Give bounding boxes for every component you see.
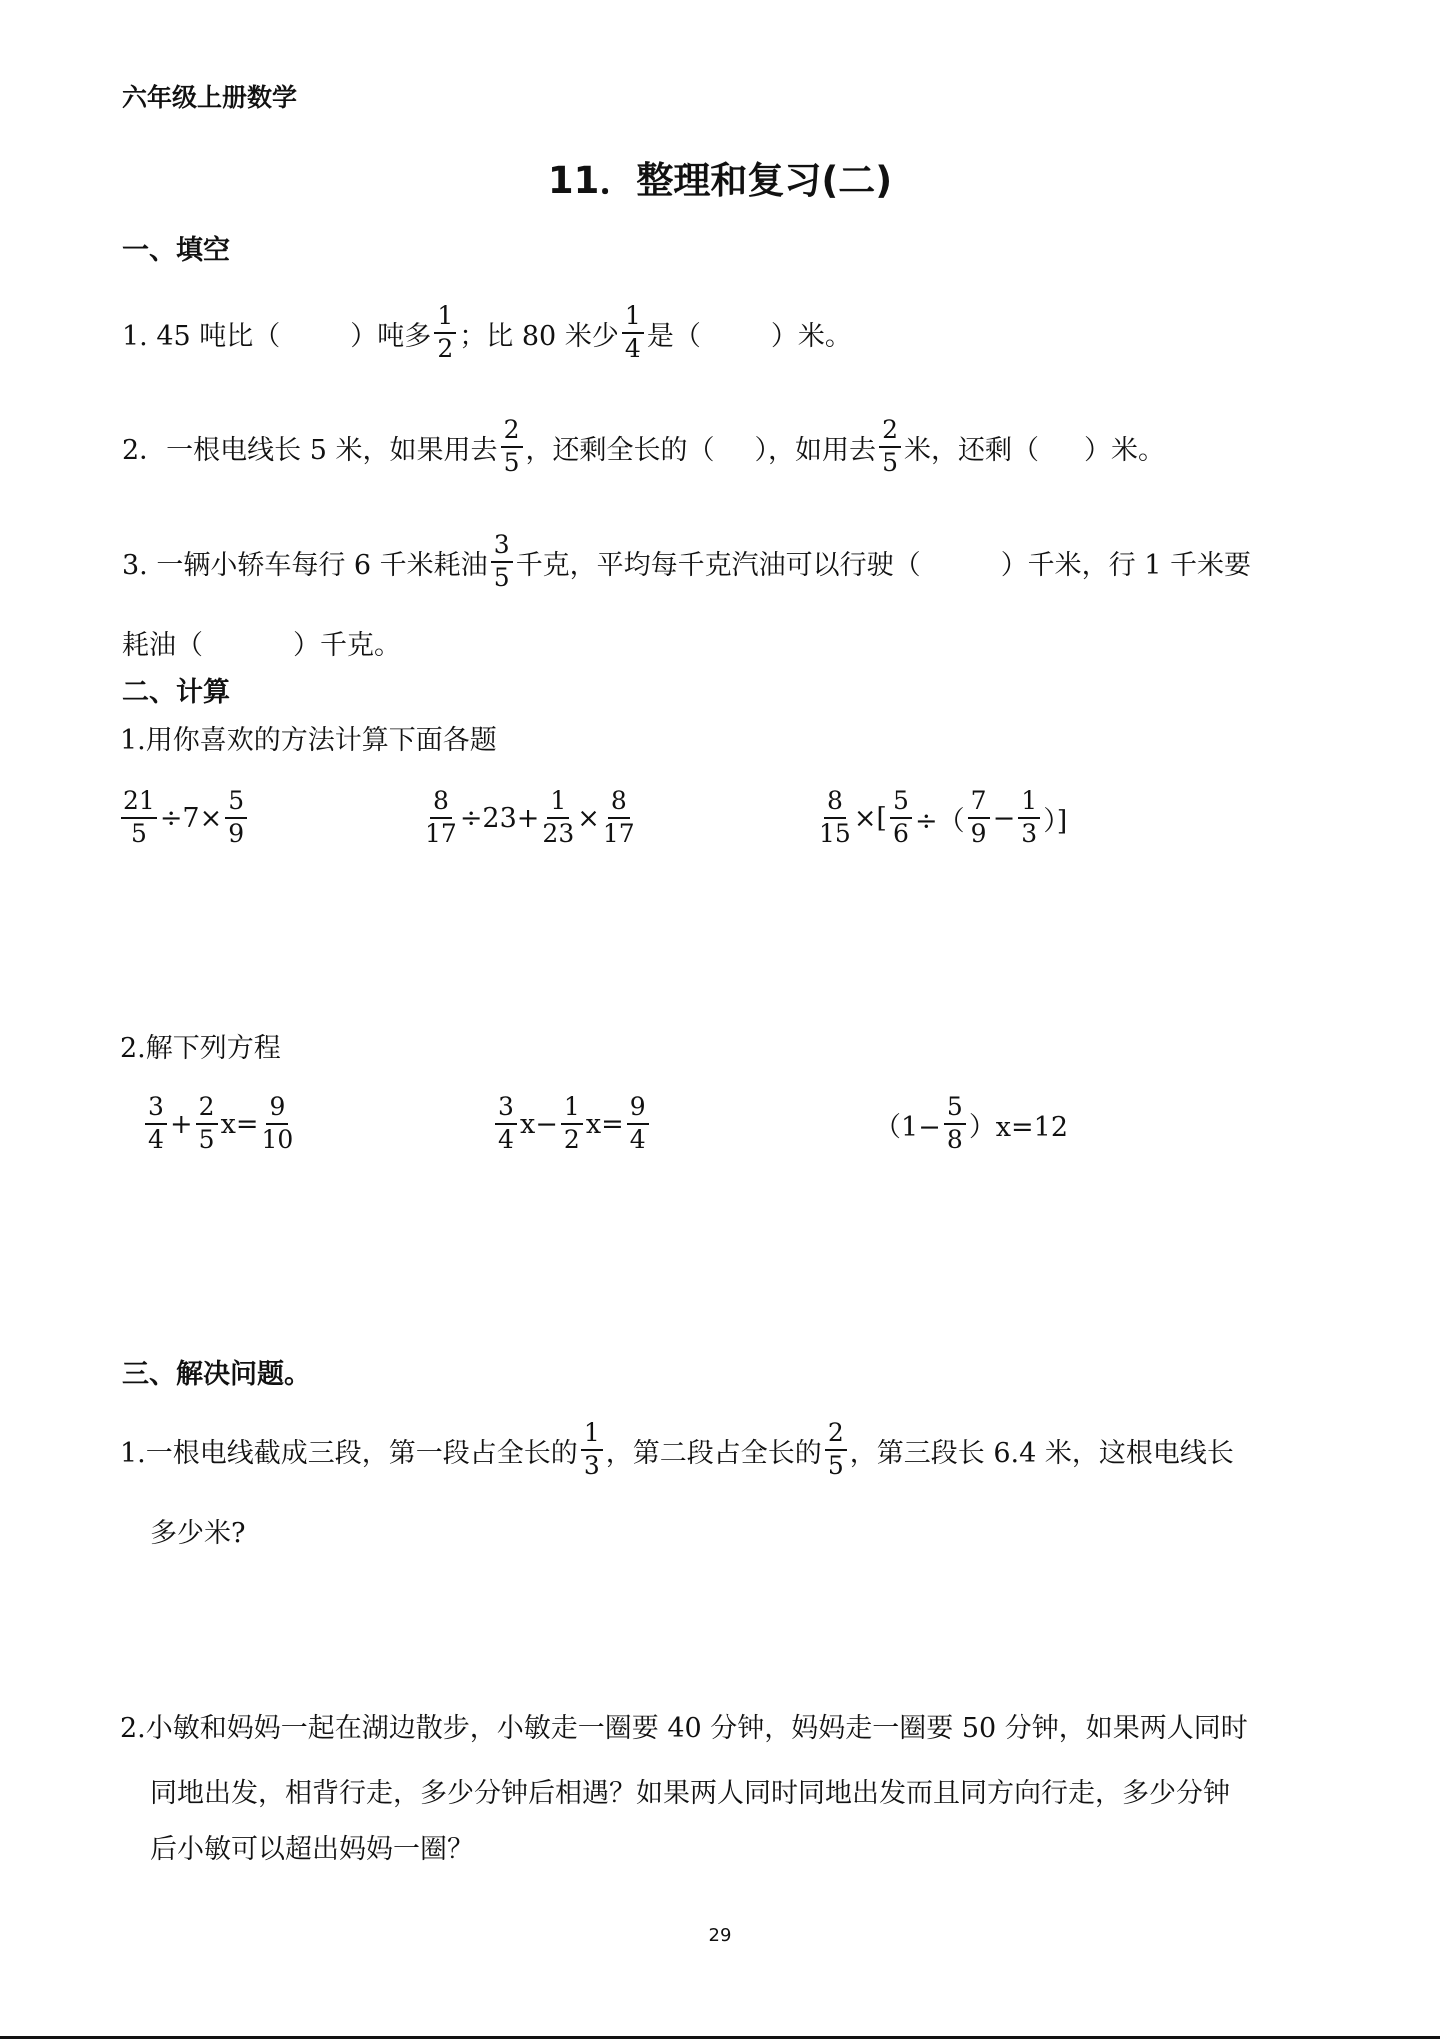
- eq3-fraction: $\frac{5}{8}$: [944, 1093, 966, 1155]
- calc3-operator-4: ）]: [1043, 805, 1068, 837]
- q2-text-a: 2．一根电线长 5 米，如果用去: [122, 434, 498, 466]
- equation-2: [492, 1084, 652, 1164]
- calc1-operator: ÷7×: [159, 802, 223, 834]
- q1-text-e: ）米。: [770, 320, 852, 352]
- p1-fraction-1: $\frac{1}{3}$: [581, 1419, 603, 1481]
- eq1-operator-2: x=: [220, 1108, 259, 1140]
- calc2-operator-2: ×: [577, 802, 600, 834]
- q2-text-d: 米，还剩（: [904, 434, 1040, 466]
- calc-expression-2: [422, 778, 638, 858]
- q2-fraction-2: $\frac{2}{5}$: [879, 416, 901, 478]
- q2-text-b: ，还剩全长的（: [525, 434, 715, 466]
- eq2-fraction-1: $\frac{3}{4}$: [495, 1093, 517, 1155]
- section-2-heading: 二、计算: [122, 677, 230, 708]
- q3-line2-b: ）千克。: [293, 629, 401, 661]
- calc2-fraction-1: $\frac{8}{17}$: [425, 786, 457, 848]
- q2-text-e: ）米。: [1084, 434, 1166, 466]
- eq1-fraction-2: $\frac{2}{5}$: [196, 1093, 218, 1155]
- calc2-fraction-3: $\frac{8}{17}$: [602, 786, 635, 848]
- calc1-fraction-1: $\frac{21}{5}$: [123, 786, 155, 848]
- page-title: 11．整理和复习(二): [547, 159, 893, 202]
- section-3-heading: 三、解决问题。: [122, 1359, 311, 1390]
- eq1-fraction-3: $\frac{9}{10}$: [261, 1092, 294, 1154]
- q3-text-a: 3. 一辆小轿车每行 6 千米耗油: [122, 549, 488, 581]
- calc3-fraction-2: $\frac{5}{6}$: [890, 787, 912, 849]
- calc2-operator-1: ÷23+: [459, 802, 540, 834]
- fill-question-3: [122, 527, 1251, 597]
- eq2-fraction-3: $\frac{9}{4}$: [627, 1093, 649, 1155]
- calc2-fraction-2: $\frac{1}{23}$: [542, 786, 575, 848]
- q3-text-c: ）千米，行 1 千米要: [1000, 549, 1252, 581]
- q1-text-b: ）吨多: [350, 320, 432, 352]
- q1-text-a: 1. 45 吨比（: [122, 320, 281, 352]
- eq1-fraction-1: $\frac{3}{4}$: [145, 1093, 167, 1155]
- calc3-operator-1: ×[: [853, 802, 887, 834]
- calc-expression-1: [118, 778, 250, 858]
- q1-fraction-1: $\frac{1}{2}$: [434, 302, 456, 364]
- problem-1-line2: 多少米?: [150, 1517, 246, 1549]
- calc3-operator-2: ÷（: [914, 805, 965, 837]
- section-1-heading: 一、填空: [122, 235, 230, 266]
- q1-text-c: ；比 80 米少: [459, 320, 619, 352]
- calc3-fraction-4: $\frac{1}{3}$: [1018, 787, 1040, 849]
- calc1-fraction-2: $\frac{5}{9}$: [225, 787, 247, 849]
- eq1-operator-1: +: [170, 1108, 193, 1140]
- equation-3: [874, 1084, 1068, 1164]
- bottom-border: [0, 2036, 1440, 2039]
- q1-fraction-2: $\frac{1}{4}$: [622, 302, 644, 364]
- q3-fraction: $\frac{3}{5}$: [491, 531, 513, 593]
- eq3-text-a: （1−: [874, 1111, 941, 1143]
- fill-question-1: [122, 298, 852, 368]
- equation-instruction: 2.解下列方程: [120, 1032, 281, 1064]
- q3-line2-a: 耗油（: [122, 629, 203, 661]
- problem-2-line2: 同地出发，相背行走，多少分钟后相遇？如果两人同时同地出发而且同方向行走，多少分钟: [150, 1777, 1230, 1809]
- eq2-operator-2: x=: [585, 1108, 624, 1140]
- calc-expression-3: [816, 778, 1067, 858]
- q2-text-c: ），如用去: [754, 434, 877, 466]
- eq3-text-b: ）x=12: [968, 1111, 1069, 1143]
- p1-text-a: 1.一根电线截成三段，第一段占全长的: [120, 1437, 578, 1469]
- p1-fraction-2: $\frac{2}{5}$: [825, 1419, 847, 1481]
- eq2-fraction-2: $\frac{1}{2}$: [561, 1093, 583, 1155]
- calc3-fraction-1: $\frac{8}{15}$: [819, 786, 851, 848]
- q3-text-b: 千克，平均每千克汽油可以行驶（: [515, 549, 921, 581]
- problem-2-line3: 后小敏可以超出妈妈一圈？: [150, 1833, 474, 1865]
- problem-1: [120, 1415, 1234, 1485]
- calc3-operator-3: −: [992, 802, 1016, 834]
- grade-header: 六年级上册数学: [122, 83, 298, 112]
- calc3-fraction-3: $\frac{7}{9}$: [968, 787, 990, 849]
- problem-2-line1: 2.小敏和妈妈一起在湖边散步，小敏走一圈要 40 分钟，妈妈走一圈要 50 分钟，如果两人同时: [120, 1712, 1248, 1744]
- q2-fraction-1: $\frac{2}{5}$: [501, 416, 523, 478]
- q1-text-d: 是（: [646, 320, 701, 352]
- p1-text-b: ，第二段占全长的: [605, 1437, 822, 1469]
- page-number: 29: [708, 1925, 732, 1946]
- equation-1: [142, 1084, 296, 1164]
- fill-question-2: [122, 412, 1165, 482]
- eq2-operator-1: x−: [520, 1108, 558, 1140]
- p1-text-c: ，第三段长 6.4 米，这根电线长: [849, 1437, 1234, 1469]
- fill-question-3-line2: [122, 607, 401, 677]
- calc-instruction: 1.用你喜欢的方法计算下面各题: [120, 724, 497, 756]
